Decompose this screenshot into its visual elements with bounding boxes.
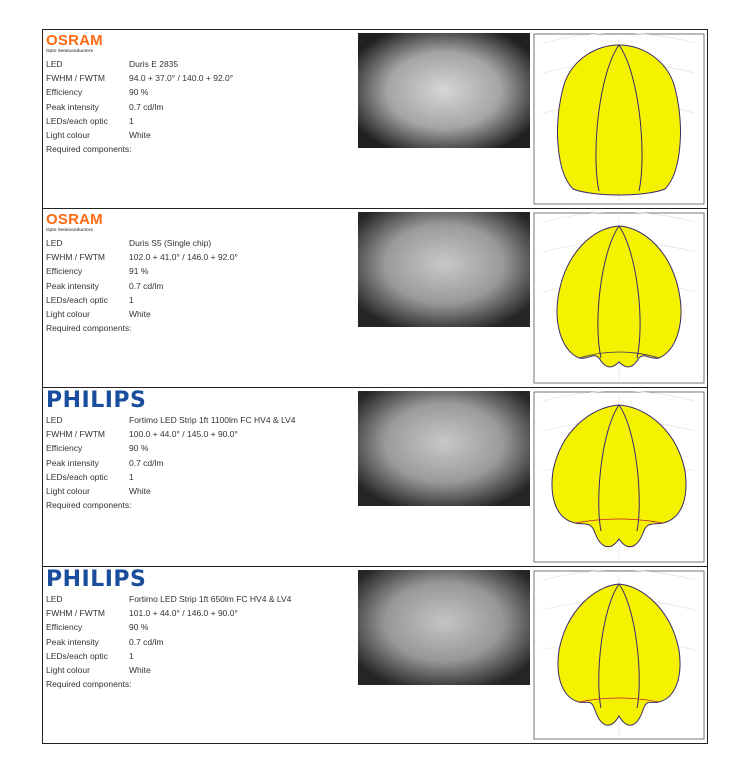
polar-diagram [533,33,705,205]
philips-logo: PHILIPS [46,567,147,592]
spec-list [46,413,346,512]
led-optics-table [42,29,708,744]
beam-pattern-image [358,212,530,327]
led-info [46,569,346,691]
spec-peak-intensity: Peak intensity 0.7 cd/lm [46,101,164,112]
table-row [43,567,707,743]
polar-diagram [533,391,705,563]
spec-efficiency: Efficiency 91 % [46,266,149,277]
spec-fwhm: FWHM / FWTM 102.0 + 41.0° / 146.0 + 92.0° [46,252,238,263]
spec-peak-intensity: Peak intensity 0.7 cd/lm [46,280,164,291]
spec-required-components: Required components: [46,500,132,511]
led-info [46,211,346,335]
spec-light-colour: Light colour White [46,130,151,141]
polar-diagram [533,212,705,384]
table-row [43,30,707,209]
spec-leds-per-optic: LEDs/each optic 1 [46,294,134,305]
spec-efficiency: Efficiency 90 % [46,622,149,633]
spec-list [46,592,346,691]
spec-leds-per-optic: LEDs/each optic 1 [46,115,134,126]
spec-led: LED Duris E 2835 [46,59,179,69]
beam-pattern-image [358,391,530,506]
spec-fwhm: FWHM / FWTM 101.0 + 44.0° / 146.0 + 90.0° [46,608,238,619]
spec-peak-intensity: Peak intensity 0.7 cd/lm [46,457,164,468]
osram-logo: OSRAM [46,211,103,228]
spec-efficiency: Efficiency 90 % [46,87,149,98]
led-info [46,32,346,156]
table-row [43,388,707,567]
spec-leds-per-optic: LEDs/each optic 1 [46,650,134,661]
spec-list [46,236,346,335]
osram-logo-subtitle: Opto Semiconductors [46,48,94,53]
spec-light-colour: Light colour White [46,309,151,320]
spec-light-colour: Light colour White [46,665,151,676]
led-info [46,390,346,512]
spec-required-components: Required components: [46,144,132,155]
beam-pattern-image [358,33,530,148]
spec-efficiency: Efficiency 90 % [46,443,149,454]
beam-pattern-image [358,570,530,685]
philips-logo: PHILIPS [46,388,147,413]
osram-logo-subtitle: Opto Semiconductors [46,227,94,232]
spec-light-colour: Light colour White [46,486,151,497]
spec-led: LED Fortimo LED Strip 1ft 1100lm FC HV4 & LV4 [46,415,296,425]
spec-fwhm: FWHM / FWTM 94.0 + 37.0° / 140.0 + 92.0° [46,73,234,84]
spec-peak-intensity: Peak intensity 0.7 cd/lm [46,636,164,647]
spec-required-components: Required components: [46,323,132,334]
spec-leds-per-optic: LEDs/each optic 1 [46,471,134,482]
osram-logo: OSRAM [46,32,103,49]
polar-diagram [533,570,705,740]
spec-led: LED Duris S5 (Single chip) [46,238,212,248]
spec-led: LED Fortimo LED Strip 1ft 650lm FC HV4 & LV4 [46,594,292,604]
spec-list [46,57,346,156]
spec-fwhm: FWHM / FWTM 100.0 + 44.0° / 145.0 + 90.0° [46,429,238,440]
table-row [43,209,707,388]
spec-required-components: Required components: [46,679,132,690]
